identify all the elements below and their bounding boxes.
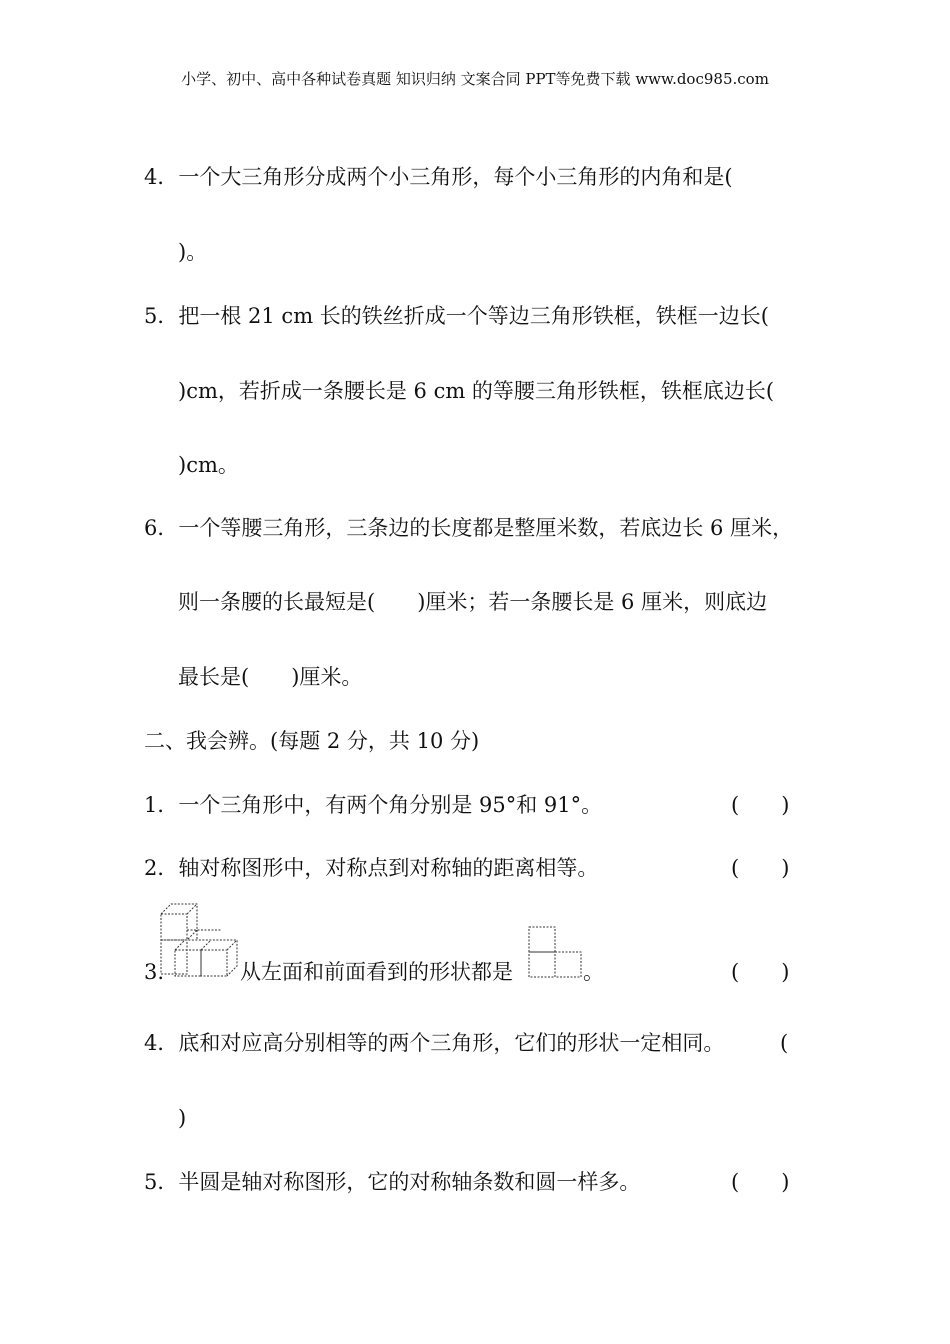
view-square-bottom-right: [555, 952, 581, 977]
view-square-bottom-left: [529, 952, 555, 977]
judge-q3-answer-paren[interactable]: ( ): [731, 960, 790, 984]
judge-q2-answer-paren[interactable]: ( ): [731, 856, 790, 880]
judge-q1-answer-paren[interactable]: ( ): [731, 793, 790, 817]
fill-q5-line2: )cm，若折成一条腰长是 6 cm 的等腰三角形铁框，铁框底边长(: [178, 379, 775, 403]
cube-stack-figure: [157, 902, 241, 980]
judge-q4-paren-open[interactable]: (: [780, 1031, 789, 1055]
cube-front-depth: [175, 940, 237, 976]
judge-q2-text: 2．轴对称图形中，对称点到对称轴的距离相等。: [144, 856, 599, 880]
judge-q4-paren-close[interactable]: ): [178, 1106, 187, 1130]
judge-q3-number: 3.: [144, 960, 165, 984]
fill-q4-line2: )。: [178, 240, 208, 264]
judge-q5-answer-paren[interactable]: ( ): [731, 1170, 790, 1194]
judge-q3-end: 。: [583, 960, 604, 984]
view-square-top: [529, 927, 555, 952]
cube-bottom-left-back: [161, 940, 187, 974]
fill-q6-line2: 则一条腰的长最短是( )厘米；若一条腰长是 6 厘米，则底边: [178, 590, 768, 614]
fill-q6-line1: 6．一个等腰三角形，三条边的长度都是整厘米数，若底边长 6 厘米，: [144, 516, 794, 540]
view-shape-figure: [527, 925, 583, 979]
judge-q4-text: 4．底和对应高分别相等的两个三角形，它们的形状一定相同。: [144, 1031, 725, 1055]
fill-q5-line3: )cm。: [178, 453, 239, 477]
fill-q5-line1: 5．把一根 21 cm 长的铁丝折成一个等边三角形铁框，铁框一边长(: [144, 304, 769, 328]
page-header: 小学、初中、高中各种试卷真题 知识归纳 文案合同 PPT等免费下载 www.doc985.com: [181, 70, 769, 88]
judge-q1-text: 1．一个三角形中，有两个角分别是 95°和 91°。: [144, 793, 603, 817]
judge-q5-text: 5．半圆是轴对称图形，它的对称轴条数和圆一样多。: [144, 1170, 641, 1194]
fill-q6-line3: 最长是( )厘米。: [178, 665, 363, 689]
cube-top-depth: [161, 904, 197, 940]
cube-top-front: [161, 914, 187, 940]
fill-q4-line1: 4．一个大三角形分成两个小三角形，每个小三角形的内角和是(: [144, 165, 733, 189]
cube-front-1: [175, 950, 201, 976]
cube-front-2: [201, 950, 227, 976]
judge-section-title: 二、我会辨。(每题 2 分，共 10 分): [144, 729, 480, 753]
judge-q3-text: 从左面和前面看到的形状都是: [240, 960, 513, 984]
